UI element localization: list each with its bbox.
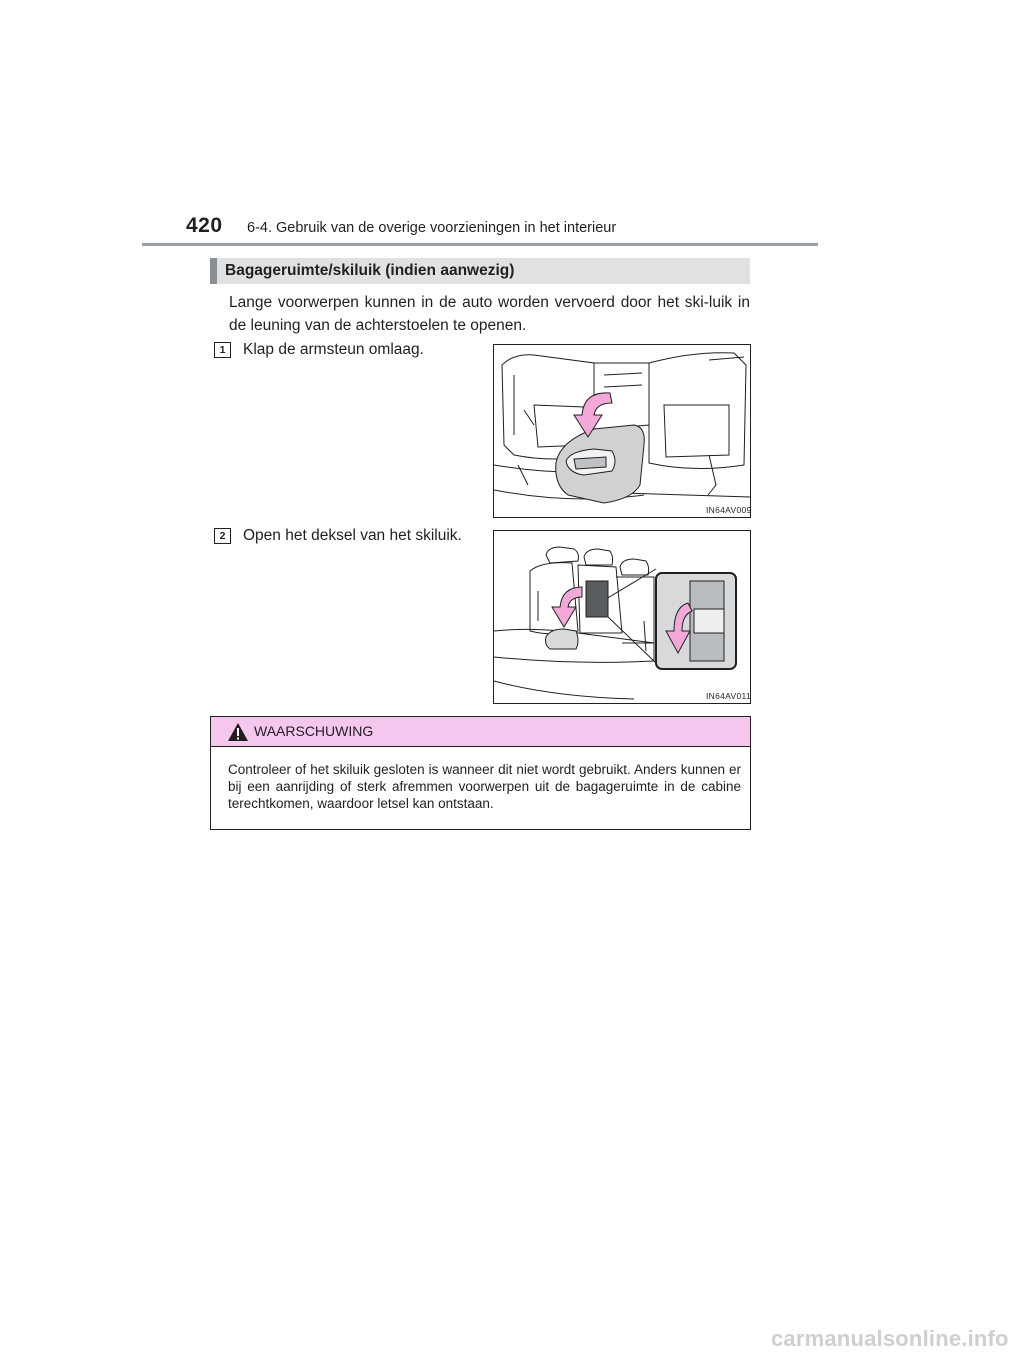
step-2-badge: 2 — [214, 528, 231, 544]
warning-triangle-icon — [227, 722, 249, 742]
figure-armrest — [493, 344, 751, 518]
warning-body: Controleer of het skiluik gesloten is wanneer dit niet wordt gebruikt. Anders kunnen er bij een aanrijding of sterk afremmen voorwerpen uit de bagageruimte in de cabine terechtkomen, waardoor letsel kan ontstaan. — [228, 762, 741, 811]
page-number: 420 — [186, 214, 223, 237]
step-1-text: Klap de armsteun omlaag. — [243, 341, 424, 358]
section-heading-text: Bagageruimte/skiluik (indien aanwezig) — [225, 262, 515, 279]
section-heading-bar — [210, 258, 217, 284]
step-2-text: Open het deksel van het skiluik. — [243, 527, 462, 544]
section-heading — [210, 258, 750, 284]
warning-box — [210, 716, 751, 830]
armrest-illustration — [494, 345, 750, 517]
figure-ski-hatch — [493, 530, 751, 704]
figure-2-code: IN64AV011 — [706, 691, 751, 701]
watermark: carmanualsonline.info — [771, 1326, 1009, 1351]
warning-header — [211, 717, 750, 747]
figure-1-code: IN64AV009 — [706, 505, 752, 515]
intro-paragraph: Lange voorwerpen kunnen in de auto worden vervoerd door het ski-luik in de leuning van de achterstoelen te openen. — [229, 294, 750, 334]
step-1-badge: 1 — [214, 342, 231, 358]
ski-hatch-illustration — [494, 531, 750, 703]
header-divider — [142, 243, 818, 246]
chapter-title: 6-4. Gebruik van de overige voorzieningen in het interieur — [247, 220, 617, 236]
warning-title: WAARSCHUWING — [254, 723, 374, 739]
